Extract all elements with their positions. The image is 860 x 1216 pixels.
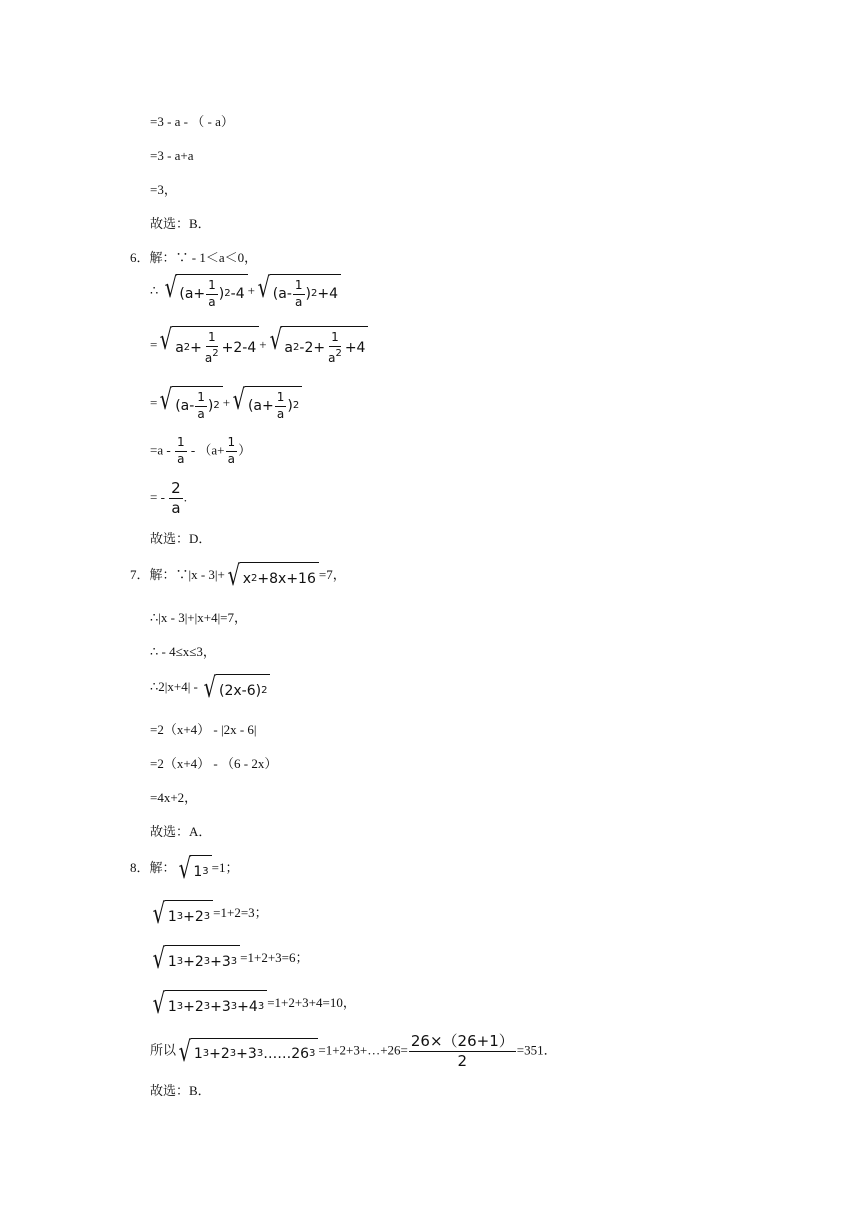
answer-q6: 故选：D． xyxy=(150,531,212,546)
q7-heading: 7．解：∵|x - 3|+ √ x 2 +8x+16 =7， xyxy=(130,559,346,592)
line-3: =3， xyxy=(150,182,177,197)
line-1: =3 - a - （ - a） xyxy=(150,114,234,129)
sqrt-expression: √ a 2 -2+ 1 $a^2$ +4 xyxy=(267,326,369,366)
q8-step-1: √ 1 3 +2 3 =1+2=3； xyxy=(150,900,268,928)
answer-q7: 故选：A． xyxy=(150,824,212,839)
q7-step-2: ∴ - 4≤x≤3， xyxy=(150,644,216,659)
q7-step-5: =2（x+4） - （6 - 2x） xyxy=(150,756,278,771)
q7-step-3: ∴2|x+4| - √ (2x-6) 2 xyxy=(150,674,270,702)
q8-heading: 8．解： √ 1 3 =1； xyxy=(130,852,239,885)
q7-step-1: ∴|x - 3|+|x+4|=7， xyxy=(150,610,248,625)
q8-step-4: 所以 √ 1 3 +2 3 +3 3 ……26 3 =1+2+3+…+26= $\frac{26\times(26+1)}{2}$ =351． xyxy=(150,1032,557,1071)
answer-q5: 故选：B． xyxy=(150,216,211,231)
q6-heading: 6．解：∵ - 1＜a＜0， xyxy=(130,250,258,265)
q6-step-4: =a - $\frac{1}{a}$ - （a+ $\frac{1}{a}$ ） xyxy=(150,435,252,466)
fraction: $\frac{26\times(26+1)}{2}$ xyxy=(410,1032,514,1071)
sqrt-expression: √ 1 3 +2 3 +3 3 ……26 3 xyxy=(176,1038,318,1066)
sqrt-expression: √ (a+ 1 a ) 2 -4 xyxy=(162,274,248,310)
q8-step-2: √ 1 3 +2 3 +3 3 =1+2+3=6； xyxy=(150,945,309,973)
sqrt-expression: √ (a- 1 a ) 2 xyxy=(157,386,222,422)
q6-step-2: = √ a 2 + 1 $a^2$ +2-4 + √ a 2 -2+ 1 $a^2$ +4 xyxy=(150,326,368,366)
sqrt-expression: √ 1 3 +2 3 xyxy=(150,900,213,928)
answer-q8: 故选：B． xyxy=(150,1083,211,1098)
sqrt-expression: √ x 2 +8x+16 xyxy=(225,562,319,590)
line-2: =3 - a+a xyxy=(150,148,194,163)
sqrt-expression: √ (2x-6) 2 xyxy=(201,674,270,702)
q7-step-6: =4x+2， xyxy=(150,790,198,805)
sqrt-expression: √ 1 3 xyxy=(176,855,212,883)
sqrt-expression: √ 1 3 +2 3 +3 3 xyxy=(150,945,240,973)
sqrt-expression: √ a 2 + 1 $a^2$ +2-4 xyxy=(157,326,259,366)
q8-step-3: √ 1 3 +2 3 +3 3 +4 3 =1+2+3+4=10， xyxy=(150,990,356,1018)
q6-step-3: = √ (a- 1 a ) 2 + √ (a+ 1 a ) 2 xyxy=(150,386,302,422)
q7-step-4: =2（x+4） - |2x - 6| xyxy=(150,722,257,737)
sqrt-expression: √ (a- 1 a ) 2 +4 xyxy=(255,274,341,310)
sqrt-expression: √ 1 3 +2 3 +3 3 +4 3 xyxy=(150,990,267,1018)
q6-step-5: = - $\frac{2}{a}$ . xyxy=(150,479,187,518)
q6-step-1: ∴ √ (a+ 1 a ) 2 -4 + √ (a- 1 a ) 2 +4 xyxy=(150,274,341,310)
sqrt-expression: √ (a+ 1 a ) 2 xyxy=(230,386,302,422)
